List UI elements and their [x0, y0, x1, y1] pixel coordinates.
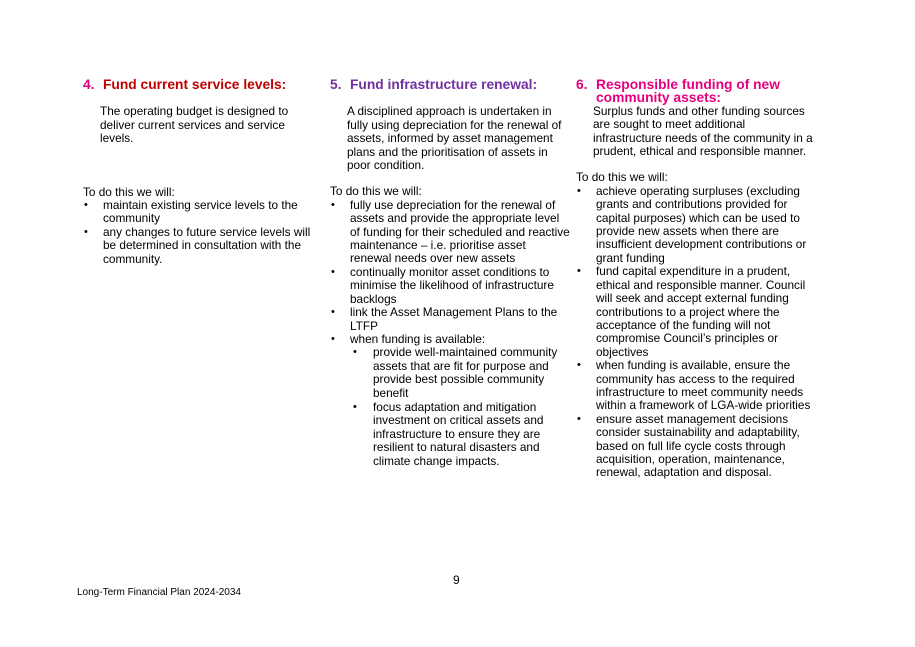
section-intro: Surplus funds and other funding sources are sought to meet additional infrastructure needs of the community in a prudent, ethical and responsible manner.	[593, 103, 813, 159]
section-fund-current-service-levels	[83, 78, 315, 266]
section-fund-infrastructure-renewal	[330, 78, 570, 469]
section-number: 5.	[330, 77, 342, 92]
list-item: • ensure asset management decisions consider sustainability and adaptability, based on full life cycle costs through acquisition, operation, maintenance, renewal, adaptation and disposal.	[576, 413, 816, 480]
section-heading	[576, 78, 816, 105]
list-item-text: when funding is available:	[350, 331, 486, 346]
page-number: 9	[453, 573, 460, 587]
section-number: 4.	[83, 77, 95, 92]
bullet-list	[576, 185, 816, 480]
section-title: Fund current service levels:	[103, 77, 287, 92]
sub-list-item: • provide well-maintained community assets that are fit for purpose and provide best possible community benefit	[350, 346, 570, 400]
list-item: • maintain existing service levels to the community	[83, 199, 315, 226]
list-item: • continually monitor asset conditions to minimise the likelihood of infrastructure backlogs	[330, 266, 570, 306]
list-item: • fund capital expenditure in a prudent, ethical and responsible manner. Council will seek and accept external funding contributions to a project where the acceptance of the funding will not compromise Council’s principles or objectives	[576, 265, 816, 359]
list-item: • link the Asset Management Plans to the LTFP	[330, 306, 570, 333]
section-lead: To do this we will:	[83, 184, 175, 199]
section-title: Fund infrastructure renewal:	[350, 77, 538, 92]
list-item: • fully use depreciation for the renewal of assets and provide the appropriate level of funding for their scheduled and reactive maintenance – i.e. prioritise asset renewal needs over new assets	[330, 199, 570, 266]
section-heading	[330, 78, 570, 91]
sub-list-item: • focus adaptation and mitigation investment on critical assets and infrastructure to ensure they are resilient to natural disasters and climate change impacts.	[350, 401, 570, 468]
section-lead: To do this we will:	[330, 184, 422, 199]
section-heading	[83, 78, 315, 91]
list-item: • when funding is available, ensure the community has access to the required infrastructure to meet community needs within a framework of LGA-wide priorities	[576, 359, 816, 413]
bullet-list	[83, 199, 315, 266]
section-lead: To do this we will:	[576, 170, 668, 185]
bullet-list	[330, 199, 570, 468]
section-number: 6.	[576, 77, 588, 92]
section-intro: The operating budget is designed to deliver current services and service levels.	[100, 104, 289, 146]
list-item	[330, 333, 570, 468]
section-responsible-funding-new-assets	[576, 78, 816, 480]
sub-bullet-list	[350, 346, 570, 468]
footer-document-title: Long-Term Financial Plan 2024-2034	[77, 587, 241, 598]
section-title: Responsible funding of new community assets:	[596, 77, 780, 106]
list-item: • any changes to future service levels will be determined in consultation with the community.	[83, 226, 315, 266]
section-intro: A disciplined approach is undertaken in fully using depreciation for the renewal of assets, informed by asset management plans and the prioritisation of assets in poor condition.	[347, 104, 562, 173]
list-item: • achieve operating surpluses (excluding grants and contributions provided for capital purposes) which can be used to provide new assets when there are insufficient development contributions or grant funding	[576, 185, 816, 265]
